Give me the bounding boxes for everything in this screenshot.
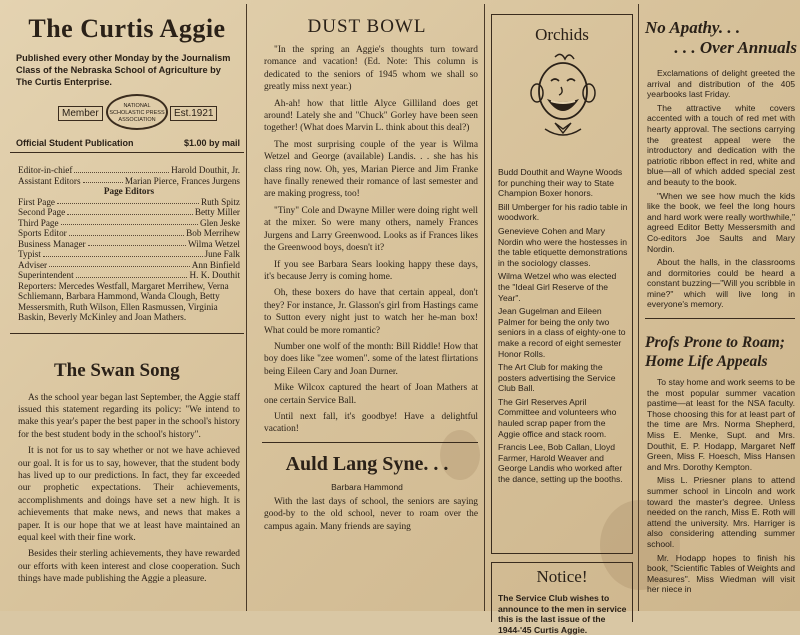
staff-name: H. K. Douthit <box>189 270 240 280</box>
staff-role: Business Manager <box>18 238 86 249</box>
paragraph: Oh, these boxers do have that certain appeal, don't they? For instance, Jr. Glasson's girl from Hastings came to Sutton every night just to watch her he-man box! What could be more romantic? <box>264 288 478 336</box>
headline-line: No Apathy. . . <box>645 18 741 37</box>
paragraph: It is not for us to say whether or not we have achieved our goal. It is for us to say, however, that the student body has lived up to our predictions. In fact, they far exceeded our prophetic expectations. Their achievements, accomplishments and doings have set a new high. It is achievements that make news, and news that makes a paper. It is our hope that we at least have maintained an equal keel with their fine work. <box>18 446 240 543</box>
member-label: Member <box>58 106 103 121</box>
paragraph: Until next fall, it's goodbye! Have a delightful vacation! <box>264 411 478 435</box>
staff-row <box>18 249 240 260</box>
staff-row <box>18 176 240 187</box>
paragraph: Jean Gugelman and Eileen Palmer for being the only two seniors in a class of eighty-one to make a record of eight semester Honor Rolls. <box>498 306 626 359</box>
price-label: $1.00 by mail <box>183 138 240 148</box>
paragraph: The Art Club for making the posters advertising the Service Club Ball. <box>498 362 616 394</box>
staff-row <box>18 218 240 229</box>
annuals-article <box>647 68 795 310</box>
staff-row <box>18 260 240 271</box>
paragraph: Bill Umberger for his radio table in woodwork. <box>498 201 628 223</box>
notice-article <box>498 593 628 635</box>
paragraph: To stay home and work seems to be the most popular summer vacation pastime—at least for the NSA faculty. Those choosing this for at least part of the time are Mrs. Norma Shepherd, Miss E. Menke, Supt. and Mrs. Douthit, E. P. Hodapp, Margaret Neff Green, Miss F. Hoesch, Miss Hansen and Mrs. Dorothy Kempton. <box>647 377 795 472</box>
staff-role: First Page <box>18 196 56 207</box>
staff-name: Wilma Wetzel <box>187 238 240 249</box>
staff-name: Marian Pierce, Frances Jurgens <box>124 175 240 186</box>
grinning-face-cartoon-icon <box>517 51 607 161</box>
paragraph: Francis Lee, Bob Callan, Lloyd Farmer, Harold Weaver and George Landis who worked after the dance, setting up the booths. <box>498 442 623 485</box>
paragraph: Mr. Hodapp hopes to finish his book, "Scientific Tables of Weights and Measures". Miss Wiedman will visit her niece in <box>647 552 795 595</box>
staff-role: Third Page <box>18 217 59 228</box>
staff-row <box>18 228 240 239</box>
official-line <box>16 138 240 148</box>
masthead-title: The Curtis Aggie <box>28 14 226 43</box>
staff-row <box>18 165 240 176</box>
dust-bowl-article <box>264 44 478 436</box>
staff-box <box>18 165 240 281</box>
staff-role: Assistant Editors <box>18 175 81 186</box>
staff-name: Harold Douthit, Jr. <box>171 165 240 175</box>
paragraph: Besides their sterling achievements, they have rewarded our efforts with keen interest and close cooperation. Such things have made publishing the Aggie a pleasure. <box>18 549 240 585</box>
staff-role: Sports Editor <box>18 228 67 238</box>
notice-headline: Notice! <box>536 567 588 586</box>
staff-row <box>18 197 240 208</box>
divider <box>10 152 244 153</box>
paragraph: Wilma Wetzel who was elected the "Ideal Girl Reserve of the Year". <box>498 271 617 303</box>
divider <box>262 442 478 443</box>
press-seal-icon: NATIONAL SCHOLASTIC PRESS ASSOCIATION <box>106 94 168 130</box>
auld-lang-syne-headline: Auld Lang Syne. . . <box>285 452 449 475</box>
paragraph: "In the spring an Aggie's thoughts turn toward romance and vacation! (Ed. Note: This column is dedicated to the seniors of 1945 whom we shall so greatly miss next year.) <box>264 45 478 93</box>
column-masthead <box>10 0 244 611</box>
staff-row <box>18 239 240 250</box>
dust-bowl-headline: DUST BOWL <box>307 16 427 37</box>
page-editors-label: Page Editors <box>103 186 155 196</box>
byline: Barbara Hammond <box>331 481 403 492</box>
column-rule <box>246 4 247 611</box>
paragraph: Exclamations of delight greeted the arrival and distribution of the 405 yearbooks last Friday. <box>647 68 795 100</box>
paragraph: "When we see how much the kids like the book, we feel the long hours and hard work were really worthwhile," agreed Editor Betty Messersmith and Co-editors Joe Saults and Mary Nordin. <box>647 190 795 254</box>
paragraph: Number one wolf of the month: Bill Riddle! How that boy does like "zee women". some of the latest flirtations being Eileen Cary and Joan Durner. <box>264 341 478 377</box>
notice-box <box>491 562 633 635</box>
staff-role: Superintendent <box>18 270 74 280</box>
paragraph: If you see Barbara Sears looking happy these days, it's because Jerry is coming home. <box>264 259 478 282</box>
paragraph: As the school year began last September, the Aggie staff issued this statement regarding its policy: "We intend to make this year's paper the best paper in the school's history for the best student body in the school's history". <box>18 392 240 440</box>
column-annuals <box>641 0 799 611</box>
column-orchids <box>489 0 635 635</box>
established-label: Est.1921 <box>170 106 217 121</box>
staff-role: Second Page <box>18 207 66 217</box>
staff-name: Bob Merrihew <box>186 228 240 238</box>
headline-line: Home Life Appeals <box>645 353 768 371</box>
paragraph: Ah-ah! how that little Alyce Gilliland does get around! Lately she and "Chuck" Gorley have been seen together! (What does Marvin L. think about this deal?) <box>264 98 478 134</box>
paragraph: With the last days of school, the seniors are saying good-by to the old school, never to roam over the campus again. Many friends are saying <box>264 496 478 532</box>
paragraph: Genevieve Cohen and Mary Nordin who were the hostesses in the table etiquette demonstrations in the sociology classes. <box>498 225 628 268</box>
paragraph: The Service Club wishes to announce to the men in service this is the last issue of the 1944-'45 Curtis Aggie. <box>498 593 627 635</box>
staff-role: Adviser <box>18 259 48 270</box>
divider <box>10 333 244 334</box>
headline-line: Profs Prone to Roam; <box>645 334 785 352</box>
divider <box>645 318 795 319</box>
column-dust-bowl <box>252 0 482 611</box>
paragraph: The most surprising couple of the year is Wilma Wetzel and George (available) Landis. . . she has his class ring now. Oh, yes, Marian Pierce and Jim Franke have finally renewed their romance of last semester and are making progress, too! <box>264 139 478 200</box>
orchids-box <box>491 14 633 554</box>
swan-song-article <box>18 392 240 586</box>
membership-badge <box>10 92 244 134</box>
profs-headline <box>645 333 799 371</box>
staff-name: Betty Miller <box>194 207 240 217</box>
staff-name: June Falk <box>204 249 240 259</box>
paragraph: Budd Douthit and Wayne Woods for punching their way to State Champion Boxer honors. <box>498 167 623 199</box>
orchids-headline: Orchids <box>535 25 589 44</box>
paragraph: The attractive white covers accented with a touch of red met with hearty approval. The sections carrying the greatest appeal were the introductory and dedication with the patriotic ribbon effect in red, white and blue—all of which added special zest and beauty to the book. <box>647 102 795 187</box>
auld-lang-syne-article <box>264 496 478 533</box>
staff-name: Glen Jeske <box>199 217 240 228</box>
no-apathy-headline <box>645 18 799 58</box>
staff-row <box>18 207 240 218</box>
staff-name: Ruth Spitz <box>200 196 240 207</box>
orchids-article <box>498 167 628 485</box>
publication-note: Published every other Monday by the Journalism Class of the Nebraska School of Agriculture by The Curtis Enterprise. <box>16 53 231 87</box>
staff-role: Editor-in-chief <box>18 165 73 175</box>
swan-song-headline: The Swan Song <box>54 359 180 381</box>
column-rule <box>484 4 485 611</box>
staff-role: Typist <box>18 249 41 259</box>
paragraph: "Tiny" Cole and Dwayne Miller were doing right well at the mixer. So were many others, namely Frances Jurgens and Larry Greenwood. Looks as if Frances likes the Greenwood boys, doesn't it? <box>264 205 478 254</box>
staff-row <box>18 270 240 281</box>
headline-line: . . . Over Annuals <box>674 38 797 57</box>
official-label: Official Student Publication <box>16 138 134 148</box>
paragraph: About the halls, in the classrooms and dormitories could be heard a constant buzzing—"Will you scribble in mine?" which will live long in everyone's memory. <box>647 257 795 310</box>
paragraph: Mike Wilcox captured the heart of Joan Mathers at one certain Service Ball. <box>264 383 478 406</box>
staff-name: Ann Binfield <box>191 259 240 270</box>
paragraph: Miss L. Priesner plans to attend summer school in Lincoln and work toward the master's degree. Unless needed on the ranch, Miss E. Roth will attend the university. Mrs. Harriger is also considering attending summer school. <box>647 475 795 549</box>
reporters-list: Reporters: Mercedes Westfall, Margaret Merrihew, Verna Schliemann, Barbara Hammond, Wanda Clough, Betty Messersmith, Ruth Wilson, Ellen Rasmussen, Virginia Baskin, Beverly McKinley and Joan Mathers. <box>18 280 229 322</box>
profs-article <box>647 377 795 595</box>
paragraph: The Girl Reserves April Committee and volunteers who hauled scrap paper from the Aggie office and stack room. <box>498 396 617 439</box>
